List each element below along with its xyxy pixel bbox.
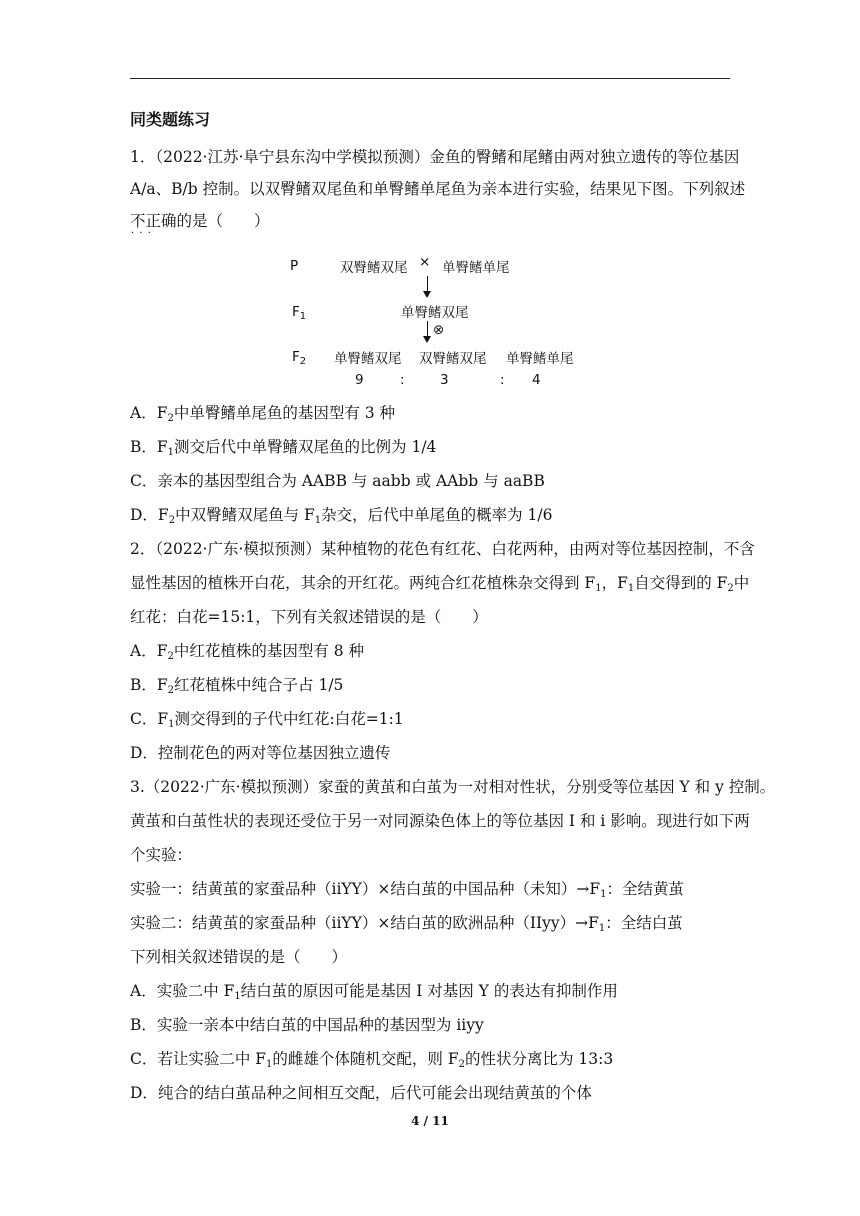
q3-stem-line-2: 黄茧和白茧性状的表现还受位于另一对同源染色体上的等位基因 I 和 i 影响。现进行如下两 bbox=[130, 812, 750, 830]
q1-option-d: D．$F_2$中双臀鳍双尾鱼与 $F_1$杂交，后代中单尾鱼的概率为 1/6 bbox=[130, 506, 553, 526]
q2-option-c: C．$F_1$测交得到的子代中红花:白花=1:1 bbox=[130, 710, 404, 730]
diagram-f2-phenotype-c: 单臀鳍单尾 bbox=[506, 351, 574, 367]
q3-experiment-2: 实验二：结黄茧的家蚕品种（iiYY）×结白茧的欧洲品种$(IIyy)\to F_1$：全结白茧 bbox=[130, 914, 683, 934]
q3-stem-line-1: 3.（2022·广东·模拟预测）家蚕的黄茧和白茧为一对相对性状，分别受等位基因 Y 和 y 控制。 bbox=[130, 778, 776, 796]
section-title: 同类题练习 bbox=[130, 110, 211, 129]
diagram-ratio-3: 4 bbox=[532, 372, 541, 388]
q1-emphasis: 不正确 · · · bbox=[130, 212, 177, 230]
q3-option-c: C．若让实验二中 $F_1$的雌雄个体随机交配，则 $F_2$的性状分离比为 13:3 bbox=[130, 1050, 614, 1070]
diagram-ratio-colon-1: : bbox=[400, 372, 405, 388]
q3-option-d: D．纯合的结白茧品种之间相互交配，后代可能会出现结黄茧的个体 bbox=[130, 1084, 592, 1102]
diagram-p-left: 双臀鳍双尾 bbox=[340, 260, 408, 276]
q2-stem-line-2: 显性基因的植株开白花，其余的开红花。两纯合红花植株杂交得到 $F_1$，$F_1$自交得到的 $F_2$中 bbox=[130, 574, 750, 594]
q1-stem-line-2: A/a、B/b 控制。以双臀鳍双尾鱼和单臀鳍单尾鱼为亲本进行实验，结果见下图。下列叙述 bbox=[130, 180, 746, 198]
diagram-cross-symbol: × bbox=[419, 254, 431, 270]
diagram-p-right: 单臀鳍单尾 bbox=[442, 260, 510, 276]
q2-option-a: A．$F_2$中红花植株的基因型有 8 种 bbox=[130, 642, 365, 662]
diagram-f1-phenotype: 单臀鳍双尾 bbox=[401, 305, 469, 321]
q2-option-b: B．$F_2$红花植株中纯合子占 1/5 bbox=[130, 676, 344, 696]
q3-stem-line-4: 下列相关叙述错误的是（ ） bbox=[130, 948, 348, 966]
q2-stem-line-3: 红花：白花=15:1，下列有关叙述错误的是（ ） bbox=[130, 608, 488, 626]
arrow-p-to-f1 bbox=[427, 276, 428, 296]
diagram-p-label: P bbox=[290, 258, 299, 274]
diagram-f1-label: $F_1$ bbox=[292, 304, 307, 322]
q1-option-c: C．亲本的基因型组合为 AABB 与 aabb 或 AAbb 与 aaBB bbox=[130, 472, 545, 490]
diagram-f2-label: $F_2$ bbox=[292, 349, 307, 367]
header-rule bbox=[130, 78, 730, 79]
diagram-ratio-colon-2: : bbox=[500, 372, 505, 388]
cross-diagram bbox=[280, 248, 600, 398]
selfing-symbol: ⊗ bbox=[433, 322, 445, 338]
diagram-f2-phenotype-a: 单臀鳍双尾 bbox=[334, 351, 402, 367]
arrow-f1-to-f2 bbox=[427, 321, 428, 341]
q1-stem-line-3: 不正确 · · ·的是（ ） bbox=[130, 211, 270, 231]
q2-stem-line-1: 2．（2022·广东·模拟预测）某种植物的花色有红花、白花两种，由两对等位基因控制，不含 bbox=[130, 540, 755, 558]
q3-option-b: B．实验一亲本中结白茧的中国品种的基因型为 iiyy bbox=[130, 1016, 484, 1034]
q1-option-b: B．$F_1$测交后代中单臀鳍双尾鱼的比例为 1/4 bbox=[130, 438, 437, 458]
q2-option-d: D．控制花色的两对等位基因独立遗传 bbox=[130, 744, 391, 762]
page-number: 4 / 11 bbox=[411, 1114, 449, 1128]
q1-stem-line-1: 1．（2022·江苏·阜宁县东沟中学模拟预测）金鱼的臀鳍和尾鳍由两对独立遗传的等位基因 bbox=[130, 148, 740, 166]
q3-option-a: A．实验二中 $F_1$结白茧的原因可能是基因 I 对基因 Y 的表达有抑制作用 bbox=[130, 982, 618, 1002]
q3-experiment-1: 实验一：结黄茧的家蚕品种（iiYY）×结白茧的中国品种（未知）$\to F_1$：全结黄茧 bbox=[130, 880, 685, 900]
diagram-f2-phenotype-b: 双臀鳍双尾 bbox=[419, 351, 487, 367]
q1-option-a: A．$F_2$中单臀鳍单尾鱼的基因型有 3 种 bbox=[130, 404, 396, 424]
diagram-ratio-2: 3 bbox=[440, 372, 449, 388]
q3-stem-line-3: 个实验： bbox=[130, 846, 193, 864]
diagram-ratio-1: 9 bbox=[355, 372, 364, 388]
